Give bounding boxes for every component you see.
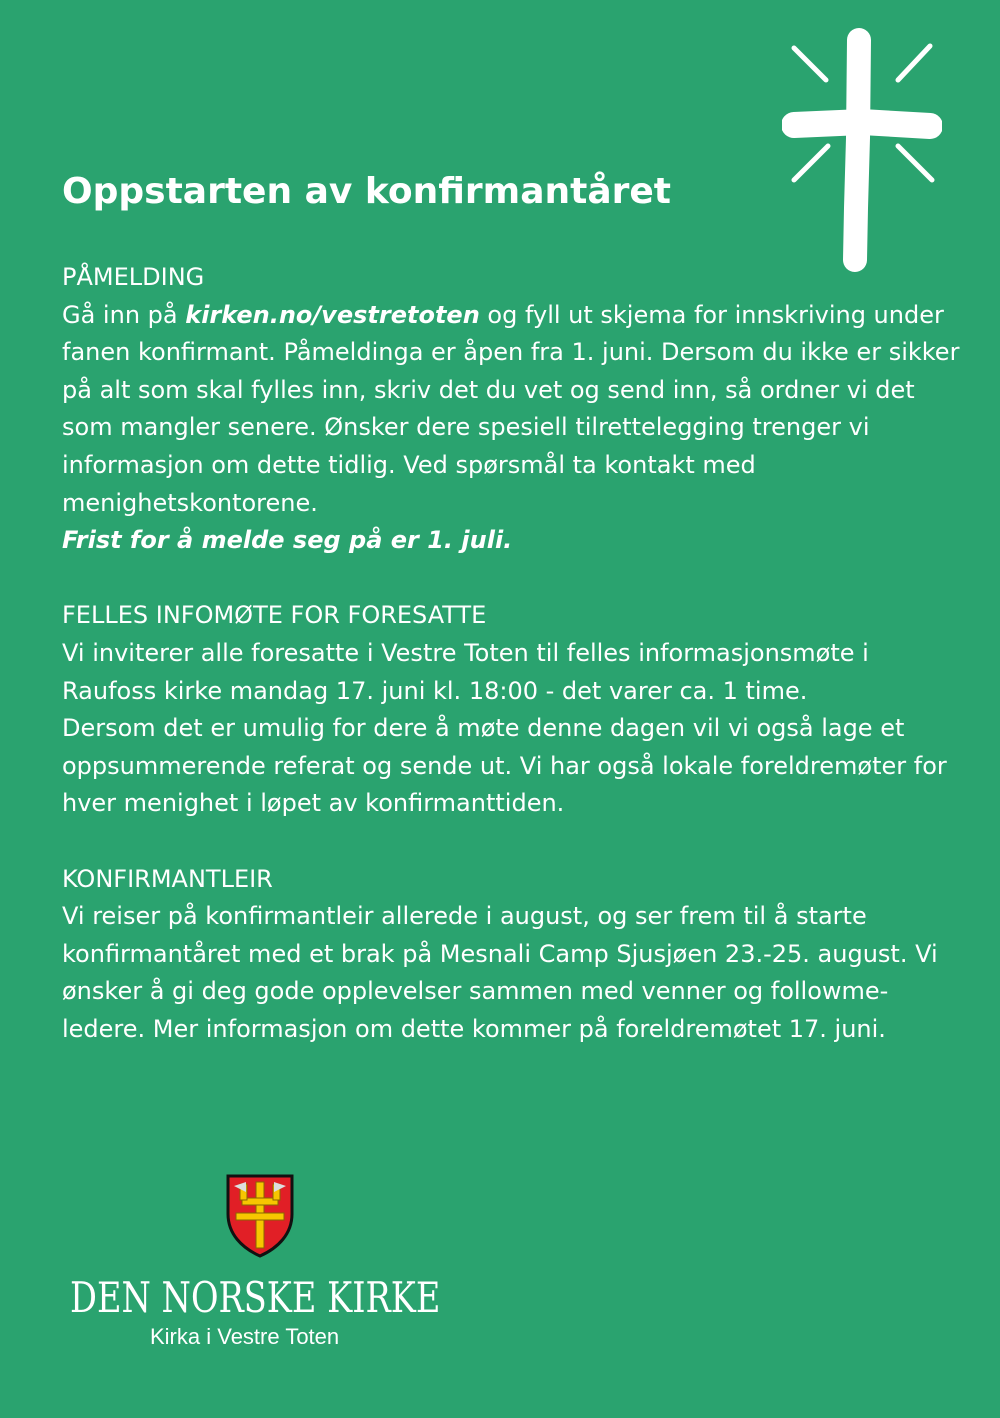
section-spacer — [62, 823, 962, 861]
pamelding-section — [62, 259, 962, 560]
pamelding-heading: PÅMELDING — [62, 263, 205, 291]
main-content — [62, 259, 962, 1048]
page-title: Oppstarten av konfirmantåret — [62, 171, 671, 212]
church-shield-icon — [226, 1174, 294, 1258]
infomote-paragraph-1: Vi inviterer alle foresatte i Vestre Toten til felles informasjonsmøte i Raufoss kirke mandag 17. juni kl. 18:00 - det varer ca. 1 time. — [62, 638, 869, 705]
pamelding-body: og fyll ut skjema for innskriving under fanen konfirmant. Påmeldinga er åpen fra 1. juni. Dersom du ikke er sikker på alt som skal fylles inn, skriv det du vet og send inn, så ordner vi det som mangler senere. Ønsker dere spesiell tilrettelegging trenger vi informasjon om dette tidlig. Ved spørsmål ta kontakt med menighetskontorene. — [62, 300, 960, 517]
infomote-section — [62, 597, 962, 823]
deadline-notice: Frist for å melde seg på er 1. juli. — [62, 526, 513, 555]
brand-name: DEN NORSKE KIRKE — [70, 1273, 441, 1322]
pamelding-intro: Gå inn på — [62, 300, 186, 329]
kirken-link[interactable]: kirken.no/vestretoten — [185, 300, 480, 329]
brand-subtitle: Kirka i Vestre Toten — [150, 1324, 340, 1349]
infomote-paragraph-2: Dersom det er umulig for dere å møte denne dagen vil vi også lage et oppsummerende referat og sende ut. Vi har også lokale foreldremøter for hver menighet i løpet av konfirmanttiden. — [62, 714, 947, 818]
section-spacer — [62, 560, 962, 598]
leir-section — [62, 861, 962, 1049]
pamelding-text — [62, 297, 962, 523]
leir-heading: KONFIRMANTLEIR — [62, 864, 273, 893]
infomote-heading: FELLES INFOMØTE FOR FORESATTE — [62, 601, 487, 630]
leir-text: Vi reiser på konfirmantleir allerede i august, og ser frem til å starte konfirmantåret med et brak på Mesnali Camp Sjusjøen 23.-25. august. Vi ønsker å gi deg gode opplevelser sammen med venner og followme-ledere. Mer informasjon om dette kommer på foreldremøtet 17. juni. — [62, 902, 938, 1043]
cross-with-rays-icon — [782, 28, 942, 273]
